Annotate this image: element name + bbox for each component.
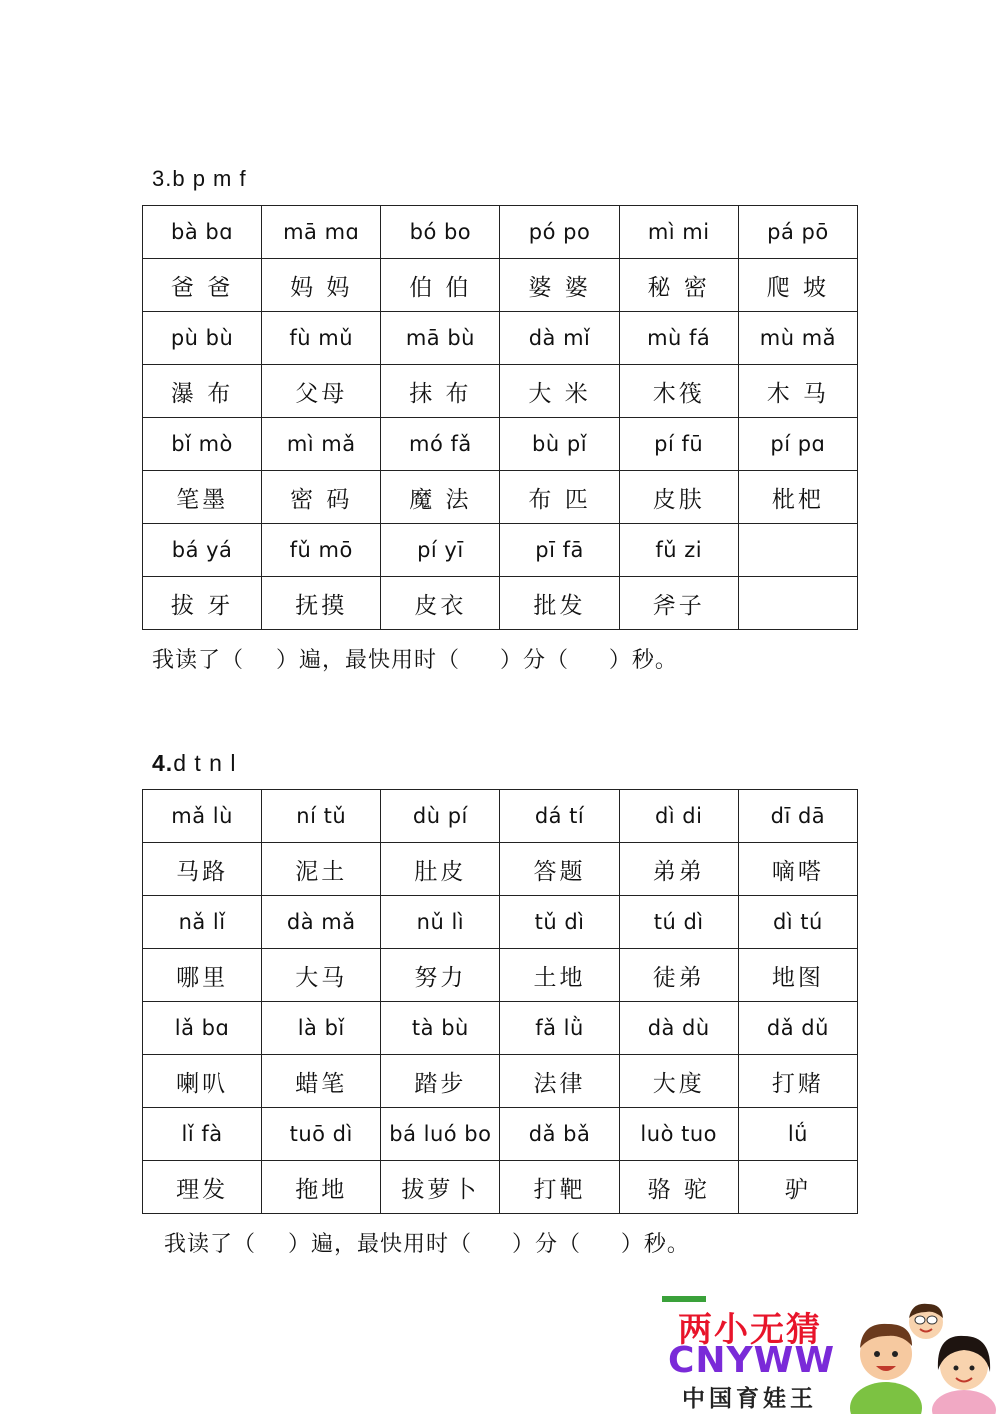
hanzi-cell: 踏步 [381,1055,500,1108]
pinyin-cell: dà mǐ [500,312,619,365]
pinyin-cell: fù mǔ [262,312,381,365]
section-4-title [152,750,236,777]
hanzi-row [143,949,858,1002]
hanzi-cell: 伯 伯 [381,259,500,312]
pinyin-cell: dì di [619,790,738,843]
hanzi-cell: 批发 [500,577,619,630]
pinyin-row [143,206,858,259]
pinyin-cell: dǎ bǎ [500,1108,619,1161]
hanzi-cell: 答题 [500,843,619,896]
pinyin-cell: mì mǎ [262,418,381,471]
hanzi-cell: 马路 [143,843,262,896]
pinyin-cell: mù fá [619,312,738,365]
hanzi-cell: 骆 驼 [619,1161,738,1214]
hanzi-cell: 魔 法 [381,471,500,524]
pinyin-cell: pó po [500,206,619,259]
pinyin-cell: pí fū [619,418,738,471]
hanzi-cell: 打靶 [500,1161,619,1214]
hanzi-row [143,471,858,524]
hanzi-cell: 瀑 布 [143,365,262,418]
hanzi-cell: 抚摸 [262,577,381,630]
hanzi-cell: 枇杷 [738,471,857,524]
pinyin-cell: dǎ dǔ [738,1002,857,1055]
hanzi-cell: 哪里 [143,949,262,1002]
pinyin-cell: lǎ bɑ [143,1002,262,1055]
hanzi-cell: 泥土 [262,843,381,896]
hanzi-row [143,1055,858,1108]
pinyin-cell: dà mǎ [262,896,381,949]
hanzi-cell: 喇叭 [143,1055,262,1108]
reading-record-line: 我读了（ ）遍，最快用时（ ）分（ ）秒。 [164,1232,690,1257]
pinyin-cell: fǎ lǜ [500,1002,619,1055]
pinyin-row [143,1002,858,1055]
pinyin-cell: bǐ mò [143,418,262,471]
hanzi-cell: 弟弟 [619,843,738,896]
hanzi-cell: 笔墨 [143,471,262,524]
family-cartoon-icon [846,1296,1000,1414]
hanzi-cell: 皮肤 [619,471,738,524]
hanzi-cell: 妈 妈 [262,259,381,312]
hanzi-cell: 爸 爸 [143,259,262,312]
pinyin-cell: mā mɑ [262,206,381,259]
hanzi-cell: 肚皮 [381,843,500,896]
pinyin-cell: lǘ [738,1108,857,1161]
pinyin-cell: pí pɑ [738,418,857,471]
pinyin-row [143,312,858,365]
pinyin-cell: dà dù [619,1002,738,1055]
pinyin-cell: mó fǎ [381,418,500,471]
section-3-title: 3.b p m f [152,166,247,191]
hanzi-row [143,259,858,312]
hanzi-cell: 爬 坡 [738,259,857,312]
pinyin-cell: mǎ lù [143,790,262,843]
hanzi-cell: 地图 [738,949,857,1002]
section-letters: d t n l [173,750,237,776]
hanzi-cell: 拔萝卜 [381,1161,500,1214]
pinyin-table-dtnl [142,789,858,1214]
hanzi-cell: 土地 [500,949,619,1002]
hanzi-cell: 婆 婆 [500,259,619,312]
hanzi-cell: 秘 密 [619,259,738,312]
hanzi-cell: 父母 [262,365,381,418]
pinyin-row [143,896,858,949]
pinyin-cell: pù bù [143,312,262,365]
hanzi-cell: 驴 [738,1161,857,1214]
pinyin-cell: pá pō [738,206,857,259]
pinyin-table-bpmf [142,205,858,630]
logo-english-name: CNYWW [668,1340,836,1381]
pinyin-cell: dī dā [738,790,857,843]
hanzi-row [143,577,858,630]
hanzi-cell: 大度 [619,1055,738,1108]
hanzi-cell: 抹 布 [381,365,500,418]
hanzi-cell [738,577,857,630]
pinyin-cell: pí yī [381,524,500,577]
pinyin-cell: mù mǎ [738,312,857,365]
pinyin-row [143,1108,858,1161]
pinyin-cell: dá tí [500,790,619,843]
pinyin-cell: lǐ fà [143,1108,262,1161]
pinyin-cell: nǎ lǐ [143,896,262,949]
pinyin-cell: luò tuo [619,1108,738,1161]
pinyin-cell: fǔ zi [619,524,738,577]
hanzi-cell: 努力 [381,949,500,1002]
pinyin-cell: là bǐ [262,1002,381,1055]
pinyin-cell: tà bù [381,1002,500,1055]
pinyin-cell: mì mi [619,206,738,259]
hanzi-cell: 布 匹 [500,471,619,524]
hanzi-cell: 密 码 [262,471,381,524]
hanzi-row [143,1161,858,1214]
pinyin-cell: fǔ mō [262,524,381,577]
hanzi-cell: 木 马 [738,365,857,418]
hanzi-cell: 打赌 [738,1055,857,1108]
hanzi-cell: 蜡笔 [262,1055,381,1108]
pinyin-cell: dì tú [738,896,857,949]
pinyin-row [143,418,858,471]
pinyin-cell: bó bo [381,206,500,259]
hanzi-cell: 法律 [500,1055,619,1108]
hanzi-cell: 木筏 [619,365,738,418]
pinyin-cell: dù pí [381,790,500,843]
hanzi-cell: 拖地 [262,1161,381,1214]
pinyin-row [143,524,858,577]
pinyin-cell: tú dì [619,896,738,949]
pinyin-cell: bá luó bo [381,1108,500,1161]
pinyin-row [143,790,858,843]
pinyin-cell: bà bɑ [143,206,262,259]
hanzi-cell: 拔 牙 [143,577,262,630]
pinyin-cell: pī fā [500,524,619,577]
hanzi-cell: 理发 [143,1161,262,1214]
pinyin-cell: nǔ lì [381,896,500,949]
hanzi-cell: 斧子 [619,577,738,630]
pinyin-cell: ní tǔ [262,790,381,843]
pinyin-cell: mā bù [381,312,500,365]
hanzi-cell: 徒弟 [619,949,738,1002]
logo-chinese-name: 两小无猜 [678,1310,822,1350]
brand-logo [660,1296,1000,1414]
hanzi-cell: 嘀嗒 [738,843,857,896]
logo-tagline: 中国育娃王 [682,1386,817,1412]
hanzi-row [143,365,858,418]
section-number: 4. [152,750,174,776]
hanzi-cell: 大马 [262,949,381,1002]
hanzi-cell: 皮衣 [381,577,500,630]
pinyin-cell: tǔ dì [500,896,619,949]
hanzi-row [143,843,858,896]
pinyin-cell: bù pǐ [500,418,619,471]
pinyin-cell [738,524,857,577]
pinyin-cell: tuō dì [262,1108,381,1161]
reading-record-line: 我读了（ ）遍，最快用时（ ）分（ ）秒。 [152,648,678,673]
pinyin-cell: bá yá [143,524,262,577]
hanzi-cell: 大 米 [500,365,619,418]
